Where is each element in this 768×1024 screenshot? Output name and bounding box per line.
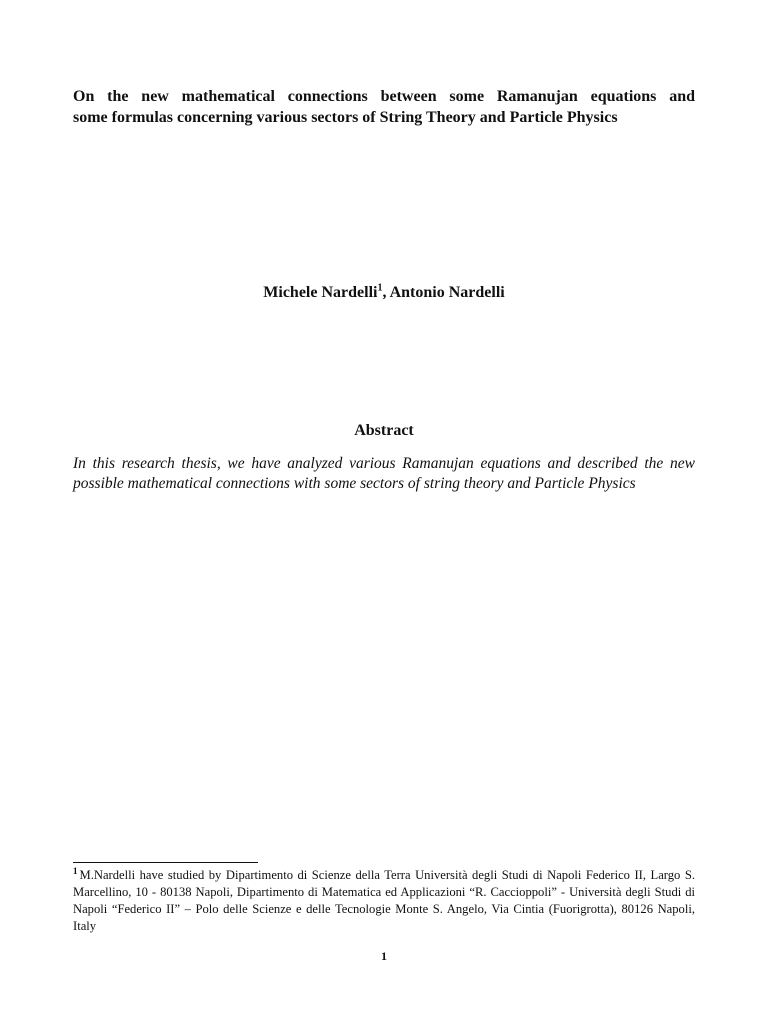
- author-separator: ,: [382, 284, 390, 301]
- footnote-divider: [73, 862, 258, 863]
- footnote-marker: 1: [73, 865, 78, 876]
- abstract-text: In this research thesis, we have analyzed various Ramanujan equations and described the new possible mathematical connections with some sectors of string theory and Particle Physics: [73, 455, 695, 492]
- page-number: 1: [381, 949, 387, 963]
- author-name-2: Antonio Nardelli: [389, 284, 505, 301]
- abstract-heading: Abstract: [354, 422, 414, 439]
- author-list: [0, 282, 768, 304]
- paper-title: [73, 86, 695, 128]
- author-name-1: Michele Nardelli: [263, 284, 378, 301]
- author-footnote-marker: 1: [377, 282, 383, 294]
- footnote: [73, 867, 695, 935]
- title-line-1: On the new mathematical connections between some Ramanujan equations and: [73, 88, 695, 105]
- title-line-2: some formulas concerning various sectors of String Theory and Particle Physics: [73, 109, 618, 126]
- footnote-text: M.Nardelli have studied by Dipartimento di Scienze della Terra Università degli Studi di Napoli Federico II, Largo S. Marcellino, 10 - 80138 Napoli, Dipartimento di Matematica ed Applicazioni “R. Caccioppoli” - Università degli Studi di Napoli “Federico II” – Polo delle Scienze e delle Tecnologie Monte S. Angelo, Via Cintia (Fuorigrotta), 80126 Napoli, Italy: [73, 868, 695, 933]
